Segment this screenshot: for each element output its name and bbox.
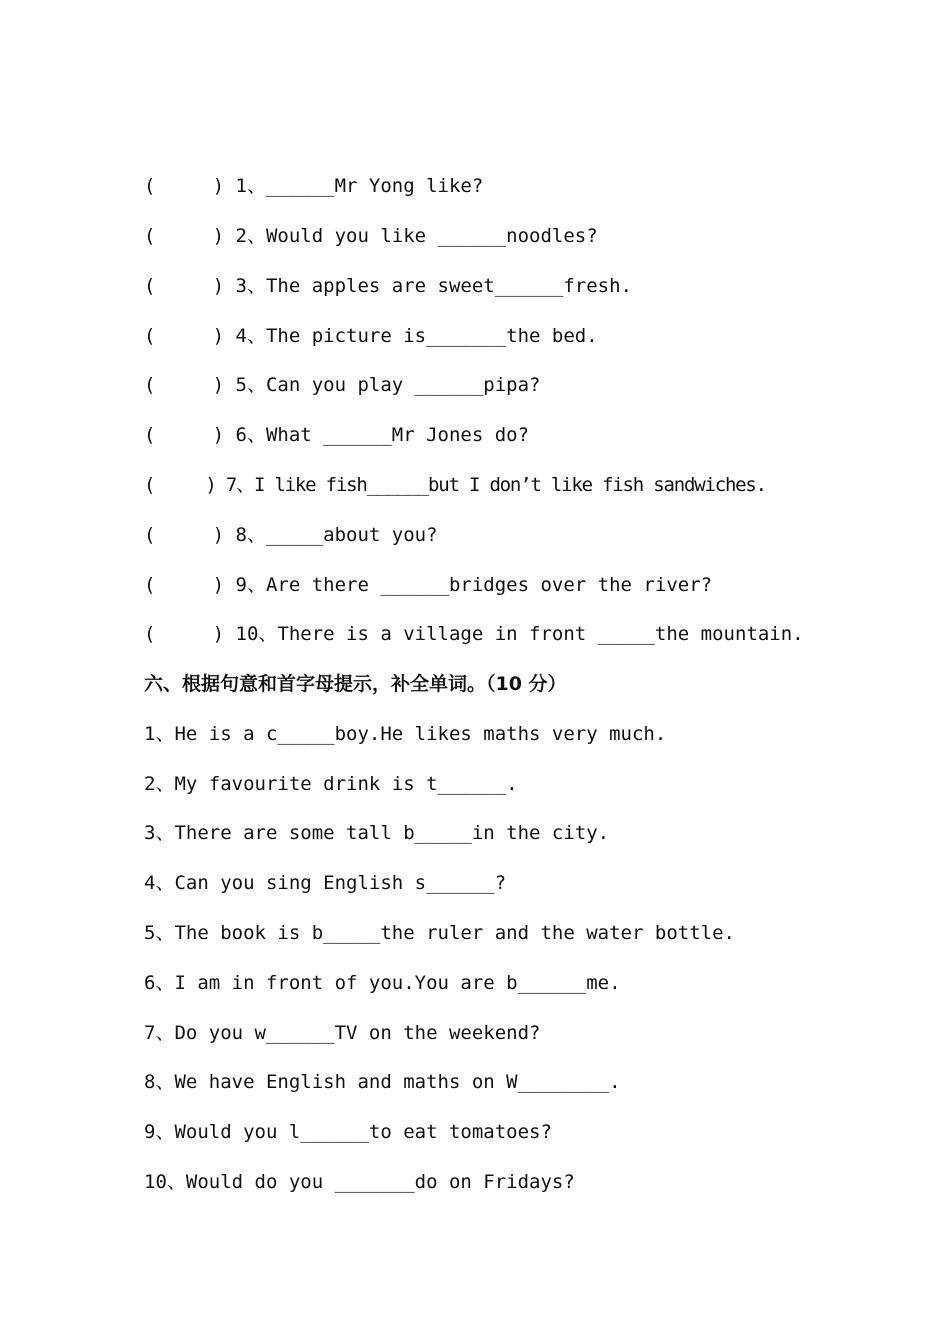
fill-item-4: 4、Can you sing English s______? (144, 872, 507, 894)
section-6-title: 六、根据句意和首字母提示，补全单词。（10 分） (144, 673, 567, 695)
fill-item-6: 6、I am in front of you.You are b______me. (144, 972, 621, 994)
fill-item-7: 7、Do you w______TV on the weekend? (144, 1022, 541, 1044)
choice-item-6: ( ) 6、What ______Mr Jones do? (144, 424, 530, 446)
choice-item-2: ( ) 2、Would you like ______noodles? (144, 225, 598, 247)
choice-item-5: ( ) 5、Can you play ______pipa? (144, 374, 541, 396)
fill-item-9: 9、Would you l______to eat tomatoes? (144, 1121, 552, 1143)
fill-item-8: 8、We have English and maths on W________. (144, 1071, 621, 1093)
fill-item-1: 1、He is a c_____boy.He likes maths very much. (144, 723, 667, 745)
fill-item-2: 2、My favourite drink is t______. (144, 773, 518, 795)
choice-item-9: ( ) 9、Are there ______bridges over the river? (144, 574, 713, 596)
fill-item-10: 10、Would do you _______do on Fridays? (144, 1171, 575, 1193)
choice-item-3: ( ) 3、The apples are sweet______fresh. (144, 275, 632, 297)
choice-item-1: ( ) 1、______Mr Yong like? (144, 175, 484, 197)
fill-item-3: 3、There are some tall b_____in the city. (144, 822, 610, 844)
choice-item-10: ( ) 10、There is a village in front _____the mountain. (144, 623, 804, 645)
choice-item-4: ( ) 4、The picture is_______the bed. (144, 325, 598, 347)
choice-item-7: ( ) 7、I like fish______but I don’t like fish sandwiches. (144, 474, 766, 496)
choice-item-8: ( ) 8、_____about you? (144, 524, 438, 546)
fill-item-5: 5、The book is b_____the ruler and the water bottle. (144, 922, 735, 944)
